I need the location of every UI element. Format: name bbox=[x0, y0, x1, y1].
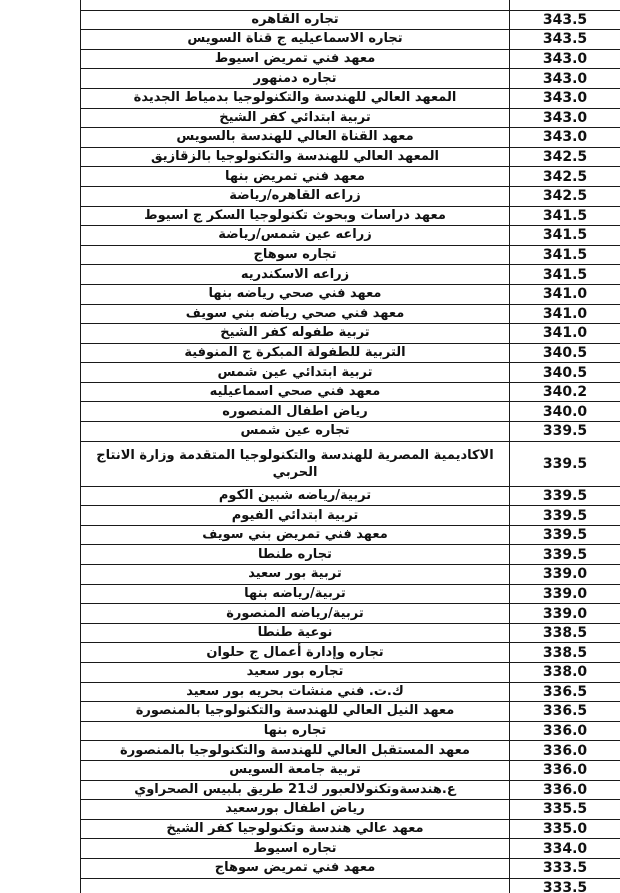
institution-name-cell: تربية/رياضه بنها bbox=[81, 584, 510, 604]
institution-name-cell bbox=[81, 878, 510, 893]
score-cell: 339.0 bbox=[510, 584, 620, 604]
table-row bbox=[81, 206, 620, 226]
score-cell: 336.5 bbox=[510, 702, 620, 722]
table-row bbox=[81, 422, 620, 442]
score-cell: 341.5 bbox=[510, 226, 620, 246]
institution-name-cell: معهد فني تمريض سوهاج bbox=[81, 858, 510, 878]
score-cell: 333.5 bbox=[510, 878, 620, 893]
score-cell: 339.5 bbox=[510, 545, 620, 565]
table-row bbox=[81, 819, 620, 839]
institution-name-cell: تجاره طنطا bbox=[81, 545, 510, 565]
institution-name-cell: معهد عالي هندسة وتكنولوجيا كفر الشيخ bbox=[81, 819, 510, 839]
institution-name-cell: تجاره عين شمس bbox=[81, 422, 510, 442]
score-cell: 339.5 bbox=[510, 486, 620, 506]
institution-name-cell: تجاره دمنهور bbox=[81, 69, 510, 89]
institution-name-cell: التربية للطفولة المبكرة ج المنوفية bbox=[81, 343, 510, 363]
table-row bbox=[81, 402, 620, 422]
table-row bbox=[81, 800, 620, 820]
institution-name-cell: تجاره الاسماعيليه ج قناة السويس bbox=[81, 30, 510, 50]
table-row bbox=[81, 760, 620, 780]
table-row bbox=[81, 10, 620, 30]
table-row bbox=[81, 49, 620, 69]
institution-name-cell: ع.هندسةوتكنولالعبور ك21 طريق بلبيس الصحراوي bbox=[81, 780, 510, 800]
institution-name-cell: زراعه عين شمس/رياضة bbox=[81, 226, 510, 246]
score-cell: 340.5 bbox=[510, 363, 620, 383]
table-row bbox=[81, 382, 620, 402]
institution-name-cell: تربية جامعة السويس bbox=[81, 760, 510, 780]
institution-name-cell: معهد فني صحي رياضه بنها bbox=[81, 284, 510, 304]
table-row bbox=[81, 265, 620, 285]
table-row bbox=[81, 506, 620, 526]
score-cell: 343.5 bbox=[510, 30, 620, 50]
institution-name-cell: تجاره وإدارة أعمال ج حلوان bbox=[81, 643, 510, 663]
table-row bbox=[81, 363, 620, 383]
score-cell: 343.0 bbox=[510, 88, 620, 108]
score-cell: 336.0 bbox=[510, 760, 620, 780]
score-cell: 340.2 bbox=[510, 382, 620, 402]
score-cell: 335.0 bbox=[510, 819, 620, 839]
table-row bbox=[81, 0, 620, 10]
institution-name-cell: معهد القناة العالي للهندسة بالسويس bbox=[81, 128, 510, 148]
institution-name-cell: الاكاديمية المصرية للهندسة والتكنولوجيا المتقدمة وزارة الانتاج الحربي bbox=[81, 441, 510, 486]
table-row bbox=[81, 623, 620, 643]
score-cell: 343.0 bbox=[510, 128, 620, 148]
institution-name-cell: تربية/رياضه المنصورة bbox=[81, 604, 510, 624]
institution-name-cell: معهد النيل العالي للهندسة والتكنولوجيا بالمنصورة bbox=[81, 702, 510, 722]
table-row bbox=[81, 839, 620, 859]
table-row bbox=[81, 69, 620, 89]
score-cell: 341.0 bbox=[510, 284, 620, 304]
institution-name-cell: معهد فني تمريض بني سويف bbox=[81, 525, 510, 545]
institution-name-cell: تربية/رياضه شبين الكوم bbox=[81, 486, 510, 506]
institution-name-cell: معهد فني صحي اسماعيليه bbox=[81, 382, 510, 402]
table-row bbox=[81, 245, 620, 265]
table-row bbox=[81, 858, 620, 878]
institution-name-cell: تجاره اسيوط bbox=[81, 839, 510, 859]
table-row bbox=[81, 324, 620, 344]
score-cell: 343.5 bbox=[510, 10, 620, 30]
table-row bbox=[81, 30, 620, 50]
table-row bbox=[81, 565, 620, 585]
score-cell: 342.5 bbox=[510, 186, 620, 206]
table-row bbox=[81, 702, 620, 722]
table-row bbox=[81, 663, 620, 683]
table-row bbox=[81, 108, 620, 128]
table-row bbox=[81, 226, 620, 246]
table-row bbox=[81, 486, 620, 506]
table-row bbox=[81, 545, 620, 565]
table-row bbox=[81, 643, 620, 663]
score-cell: 338.5 bbox=[510, 643, 620, 663]
institution-name-cell: تجاره سوهاج bbox=[81, 245, 510, 265]
institution-name-cell bbox=[81, 0, 510, 10]
score-cell bbox=[510, 0, 620, 10]
score-cell: 343.0 bbox=[510, 49, 620, 69]
score-cell: 341.5 bbox=[510, 206, 620, 226]
score-cell: 335.5 bbox=[510, 800, 620, 820]
table-row bbox=[81, 721, 620, 741]
institution-name-cell: تربية ابتدائي كفر الشيخ bbox=[81, 108, 510, 128]
score-cell: 339.0 bbox=[510, 604, 620, 624]
score-cell: 336.0 bbox=[510, 780, 620, 800]
institution-name-cell: زراعه القاهره/رياضة bbox=[81, 186, 510, 206]
score-cell: 338.5 bbox=[510, 623, 620, 643]
table-row bbox=[81, 128, 620, 148]
score-cell: 341.5 bbox=[510, 245, 620, 265]
table-row bbox=[81, 682, 620, 702]
institution-name-cell: تربية بور سعيد bbox=[81, 565, 510, 585]
score-cell: 343.0 bbox=[510, 108, 620, 128]
score-cell: 340.5 bbox=[510, 343, 620, 363]
institution-name-cell: تربية ابتدائي الفيوم bbox=[81, 506, 510, 526]
institution-name-cell: نوعية طنطا bbox=[81, 623, 510, 643]
institution-name-cell: تجاره بور سعيد bbox=[81, 663, 510, 683]
score-cell: 343.0 bbox=[510, 69, 620, 89]
scores-table bbox=[80, 0, 620, 893]
score-cell: 339.5 bbox=[510, 422, 620, 442]
table-row bbox=[81, 441, 620, 486]
institution-name-cell: معهد دراسات وبحوث تكنولوجيا السكر ج اسيوط bbox=[81, 206, 510, 226]
score-cell: 336.5 bbox=[510, 682, 620, 702]
score-cell: 336.0 bbox=[510, 721, 620, 741]
table-row bbox=[81, 525, 620, 545]
score-cell: 340.0 bbox=[510, 402, 620, 422]
institution-name-cell: تربية طفوله كفر الشيخ bbox=[81, 324, 510, 344]
institution-name-cell: معهد المستقبل العالي للهندسة والتكنولوجيا بالمنصورة bbox=[81, 741, 510, 761]
score-cell: 333.5 bbox=[510, 858, 620, 878]
table-row bbox=[81, 304, 620, 324]
table-row bbox=[81, 186, 620, 206]
score-cell: 334.0 bbox=[510, 839, 620, 859]
institution-name-cell: ك.ت. فني منشات بحريه بور سعيد bbox=[81, 682, 510, 702]
table-row bbox=[81, 584, 620, 604]
institution-name-cell: تربية ابتدائي عين شمس bbox=[81, 363, 510, 383]
score-cell: 338.0 bbox=[510, 663, 620, 683]
score-cell: 339.5 bbox=[510, 506, 620, 526]
score-cell: 339.5 bbox=[510, 441, 620, 486]
score-cell: 336.0 bbox=[510, 741, 620, 761]
institution-name-cell: المعهد العالي للهندسة والتكنولوجيا بدمياط الجديدة bbox=[81, 88, 510, 108]
institution-name-cell: زراعه الاسكندريه bbox=[81, 265, 510, 285]
score-cell: 339.0 bbox=[510, 565, 620, 585]
score-cell: 341.0 bbox=[510, 304, 620, 324]
institution-name-cell: معهد فني تمريض بنها bbox=[81, 167, 510, 187]
institution-name-cell: رياض اطفال بورسعيد bbox=[81, 800, 510, 820]
table-row bbox=[81, 741, 620, 761]
institution-name-cell: معهد فني تمريض اسيوط bbox=[81, 49, 510, 69]
table-row bbox=[81, 604, 620, 624]
score-cell: 341.5 bbox=[510, 265, 620, 285]
table-row bbox=[81, 343, 620, 363]
institution-name-cell: تجاره بنها bbox=[81, 721, 510, 741]
table-row bbox=[81, 88, 620, 108]
score-cell: 342.5 bbox=[510, 167, 620, 187]
score-cell: 342.5 bbox=[510, 147, 620, 167]
table-row bbox=[81, 878, 620, 893]
institution-name-cell: رياض اطفال المنصوره bbox=[81, 402, 510, 422]
score-cell: 341.0 bbox=[510, 324, 620, 344]
table-row bbox=[81, 147, 620, 167]
institution-name-cell: تجاره القاهره bbox=[81, 10, 510, 30]
score-cell: 339.5 bbox=[510, 525, 620, 545]
scores-table-body bbox=[81, 0, 620, 893]
table-row bbox=[81, 284, 620, 304]
institution-name-cell: معهد فني صحي رياضه بني سويف bbox=[81, 304, 510, 324]
table-row bbox=[81, 167, 620, 187]
institution-name-cell: المعهد العالي للهندسة والتكنولوجيا بالزقازيق bbox=[81, 147, 510, 167]
table-row bbox=[81, 780, 620, 800]
